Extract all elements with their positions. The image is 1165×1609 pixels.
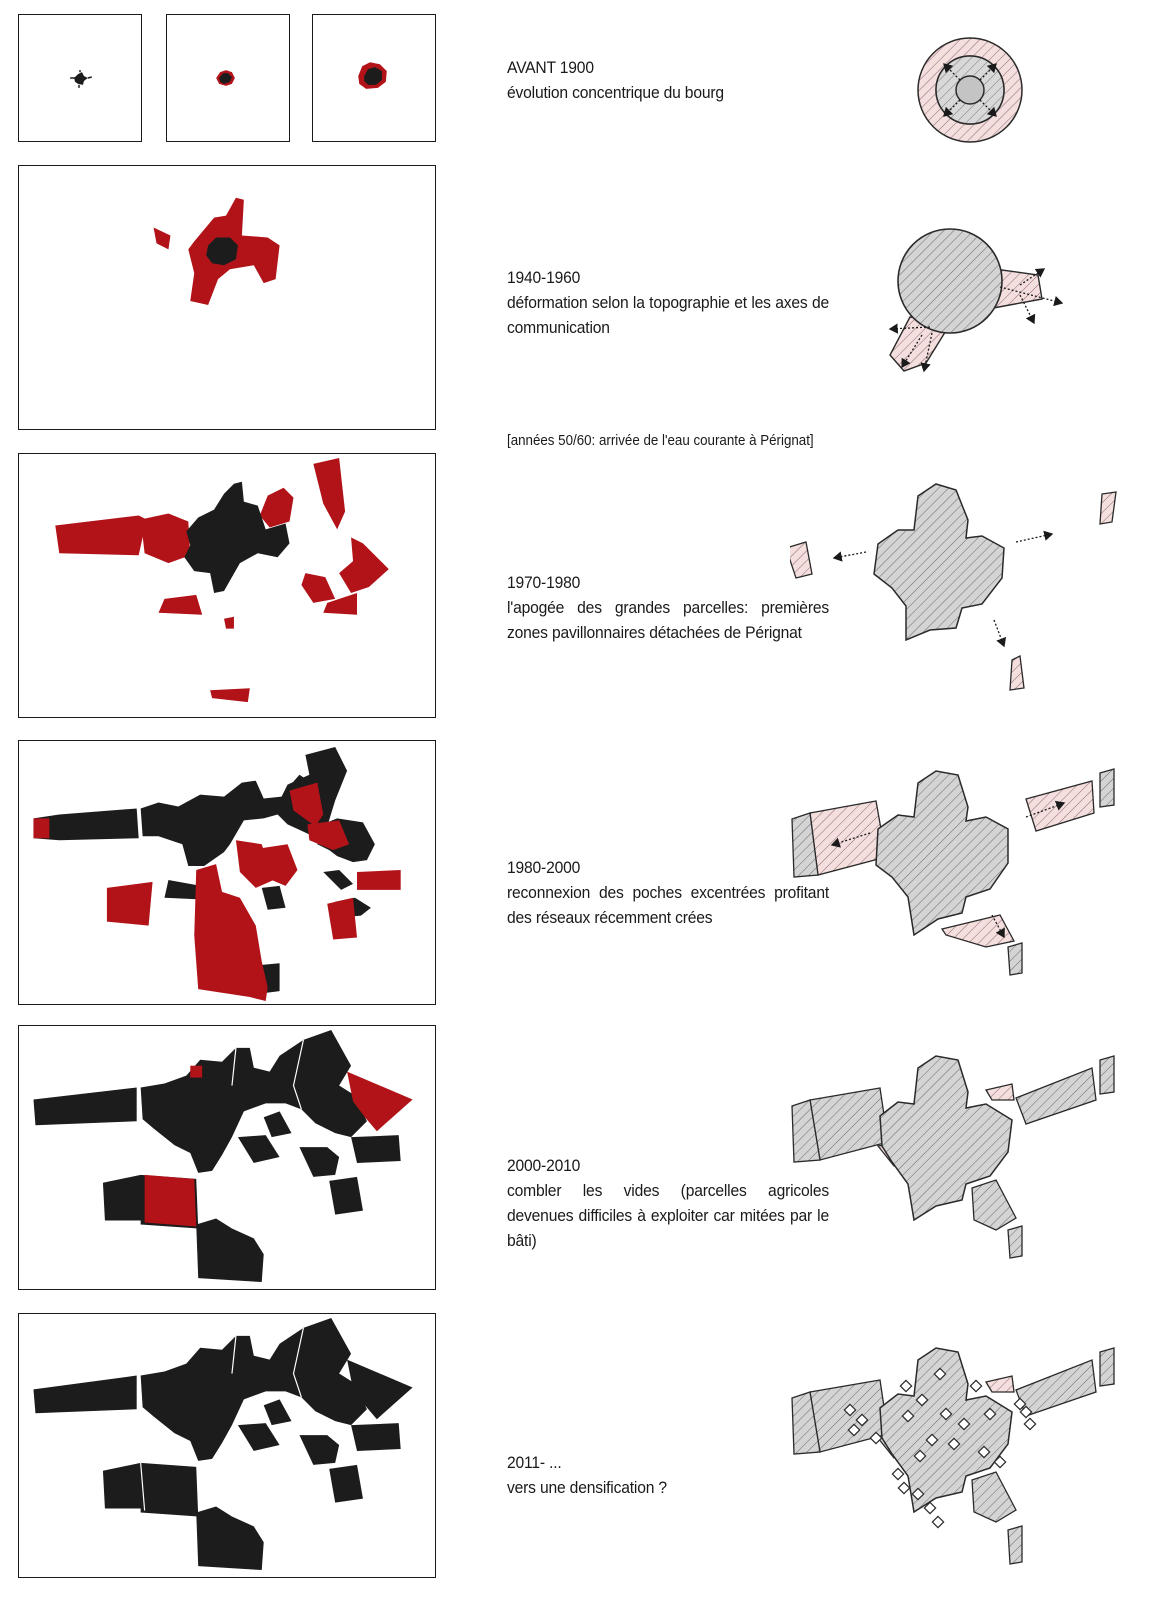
village-map: [19, 741, 435, 1004]
stage-period: 1980-2000: [507, 858, 581, 877]
schema-fill-gaps: [790, 1050, 1130, 1280]
concentric-growth-diagram: [900, 30, 1040, 150]
deformation-diagram: [870, 225, 1080, 385]
schema-concentric: [900, 30, 1040, 150]
map-1980-2000: [18, 740, 436, 1005]
village-map: [19, 1314, 435, 1577]
village-map: [19, 1026, 435, 1289]
stage-description: combler les vides (parcelles agricoles devenues difficiles à exploiter car mitées par le bâti): [507, 1181, 829, 1250]
village-map: [313, 15, 435, 141]
stage-period: AVANT 1900: [507, 58, 594, 77]
map-1970-1980: [18, 453, 436, 718]
large-plots-diagram: [790, 478, 1130, 708]
stage-description: reconnexion des poches excentrées profitant des réseaux récemment crées: [507, 883, 829, 927]
caption-stage-1: [507, 55, 829, 105]
map-1940-1960: [18, 165, 436, 430]
map-1900-step-1: [18, 14, 142, 142]
caption-stage-5: [507, 1153, 829, 1253]
schema-densification: [790, 1340, 1130, 1580]
reconnection-diagram: [790, 765, 1130, 995]
village-map: [19, 166, 435, 429]
map-2000-2010: [18, 1025, 436, 1290]
caption-stage-4: [507, 855, 829, 930]
note-running-water: [années 50/60: arrivée de l'eau courante à Pérignat]: [507, 433, 814, 449]
fill-gaps-diagram: [790, 1050, 1130, 1280]
village-map: [19, 15, 141, 141]
map-1900-step-2: [166, 14, 290, 142]
stage-period: 1970-1980: [507, 573, 581, 592]
stage-description: déformation selon la topographie et les axes de communication: [507, 293, 829, 337]
village-map: [19, 454, 435, 717]
schema-large-plots: [790, 478, 1130, 708]
stage-description: évolution concentrique du bourg: [507, 83, 724, 102]
densification-diagram: [790, 1340, 1130, 1580]
caption-stage-3: [507, 570, 829, 645]
map-2011: [18, 1313, 436, 1578]
schema-deformation: [870, 225, 1080, 385]
map-1900-step-3: [312, 14, 436, 142]
stage-period: 2011- ...: [507, 1453, 562, 1472]
stage-period: 2000-2010: [507, 1156, 581, 1175]
village-map: [167, 15, 289, 141]
stage-period: 1940-1960: [507, 268, 581, 287]
caption-stage-2: [507, 265, 829, 340]
schema-reconnection: [790, 765, 1130, 995]
stage-description: l'apogée des grandes parcelles: premières zones pavillonnaires détachées de Pérignat: [507, 598, 829, 642]
caption-stage-6: [507, 1450, 829, 1500]
stage-description: vers une densification ?: [507, 1478, 667, 1497]
